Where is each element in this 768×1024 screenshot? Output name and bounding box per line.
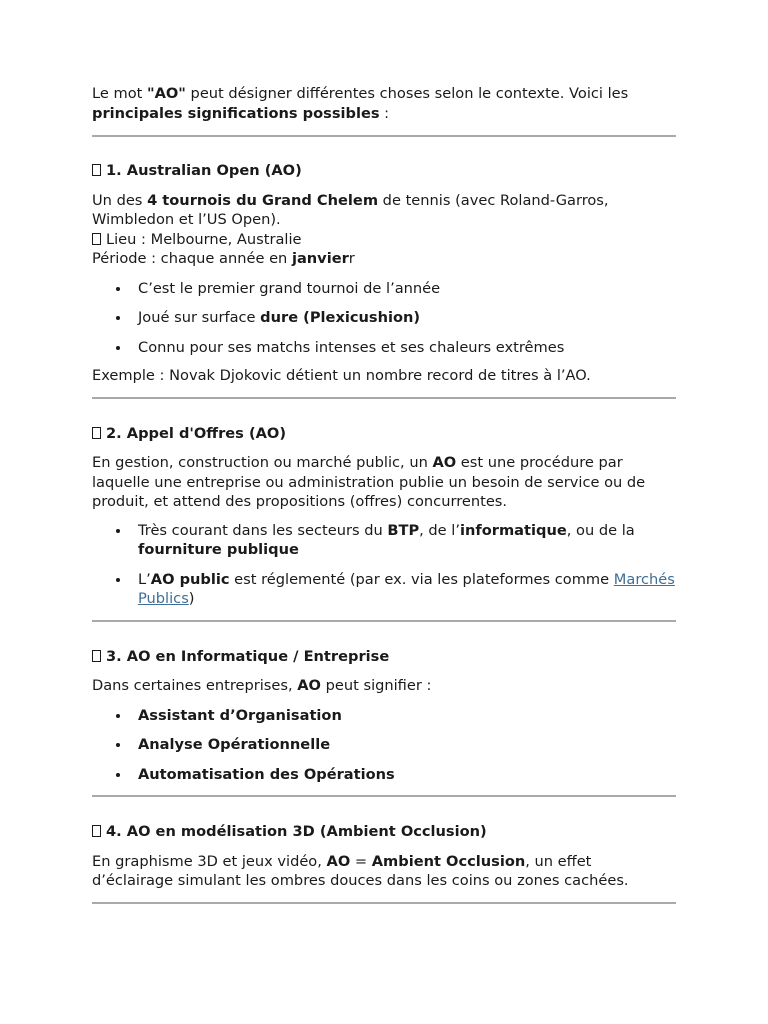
section-divider bbox=[92, 902, 676, 904]
bold-text: AO public bbox=[150, 570, 230, 588]
section-1-list bbox=[92, 279, 676, 358]
intro-paragraph bbox=[92, 84, 676, 123]
bold-text: informatique bbox=[460, 521, 567, 539]
section-4-title bbox=[92, 822, 676, 842]
intro-text: Le mot bbox=[92, 85, 147, 102]
missing-glyph-icon bbox=[92, 164, 101, 176]
section-2-list bbox=[92, 521, 676, 609]
missing-glyph-icon bbox=[92, 650, 101, 662]
text: , un effet d’éclairage simulant les ombres douces dans les coins ou zones cachées. bbox=[92, 852, 629, 889]
bold-text: AO bbox=[432, 454, 457, 471]
bold-text: 4 tournois du Grand Chelem bbox=[147, 191, 379, 209]
text: En gestion, construction ou marché public, un bbox=[92, 454, 433, 471]
document-content bbox=[92, 84, 676, 904]
intro-text: peut désigner différentes choses selon le contexte. Voici les bbox=[185, 85, 629, 102]
text: Dans certaines entreprises, bbox=[92, 677, 298, 694]
section-3-title bbox=[92, 647, 676, 667]
section-divider bbox=[92, 135, 676, 137]
list-item bbox=[138, 765, 676, 785]
section-1-paragraph bbox=[92, 191, 676, 230]
bold-text: Automatisation des Opérations bbox=[138, 765, 395, 783]
bold-text: Ambient Occlusion bbox=[371, 852, 526, 870]
list-item bbox=[138, 308, 676, 328]
text: Un des bbox=[92, 191, 148, 209]
text: r bbox=[348, 250, 355, 267]
section-3-list bbox=[92, 706, 676, 785]
text: En graphisme 3D et jeux vidéo, bbox=[92, 852, 327, 870]
text: est une procédure par laquelle une entreprise ou administration publie un besoin de service ou de produit, et attend des propositions (offres) concurrentes. bbox=[92, 454, 646, 510]
text: peut signifier : bbox=[320, 677, 432, 694]
bold-text: AO bbox=[326, 852, 351, 870]
section-divider bbox=[92, 795, 676, 797]
bold-text: Assistant d’Organisation bbox=[138, 706, 342, 724]
section-1-exemple: Exemple : Novak Djokovic détient un nombre record de titres à l’AO. bbox=[92, 367, 591, 384]
section-divider bbox=[92, 397, 676, 399]
intro-bold-ao: "AO" bbox=[147, 85, 186, 102]
marches-publics-link[interactable]: Marchés Publics bbox=[138, 570, 675, 607]
text: Joué sur surface bbox=[138, 309, 261, 326]
section-divider bbox=[92, 620, 676, 622]
list-item bbox=[138, 570, 676, 609]
missing-glyph-icon bbox=[92, 825, 101, 837]
intro-text: : bbox=[379, 104, 390, 122]
section-1-periode bbox=[92, 249, 676, 269]
section-1-lieu bbox=[92, 230, 676, 250]
text: Période : chaque année en bbox=[92, 250, 292, 267]
text: est réglementé (par ex. via les plateformes comme bbox=[229, 570, 614, 588]
section-2-title-text: 2. Appel d'Offres (AO) bbox=[106, 424, 286, 442]
list-item bbox=[138, 706, 676, 726]
missing-glyph-icon bbox=[92, 233, 101, 245]
list-item bbox=[138, 279, 676, 299]
text: = bbox=[350, 852, 372, 870]
section-1-title bbox=[92, 161, 676, 181]
bold-text: AO bbox=[297, 677, 321, 694]
intro-bold-significations: principales significations possibles bbox=[92, 104, 380, 122]
section-1-title-text: 1. Australian Open (AO) bbox=[106, 162, 302, 179]
section-2-paragraph bbox=[92, 453, 676, 512]
text: C’est le premier grand tournoi de l’année bbox=[138, 279, 441, 297]
text: L’ bbox=[138, 570, 151, 588]
bold-text: dure (Plexicushion) bbox=[260, 309, 421, 326]
list-item bbox=[138, 338, 676, 358]
bold-text: fourniture publique bbox=[138, 541, 299, 558]
list-item bbox=[138, 521, 676, 560]
section-4-paragraph bbox=[92, 852, 676, 891]
text: , ou de la bbox=[566, 521, 635, 539]
bold-text: BTP bbox=[387, 521, 420, 539]
missing-glyph-icon bbox=[92, 427, 101, 439]
text: Très courant dans les secteurs du bbox=[138, 521, 388, 539]
section-3-paragraph bbox=[92, 676, 676, 696]
section-3-title-text: 3. AO en Informatique / Entreprise bbox=[106, 647, 390, 665]
section-2-title bbox=[92, 424, 676, 444]
text: , de l’ bbox=[419, 521, 460, 539]
bold-text: Analyse Opérationnelle bbox=[138, 736, 331, 753]
lieu-text: Lieu : Melbourne, Australie bbox=[106, 230, 302, 248]
list-item bbox=[138, 735, 676, 755]
text: ) bbox=[188, 590, 195, 607]
section-4-title-text: 4. AO en modélisation 3D (Ambient Occlusion) bbox=[106, 823, 487, 840]
text: Connu pour ses matchs intenses et ses chaleurs extrêmes bbox=[138, 338, 565, 356]
text: de tennis (avec Roland-Garros, Wimbledon et l’US Open). bbox=[92, 191, 609, 228]
bold-text: janvier bbox=[291, 250, 349, 267]
